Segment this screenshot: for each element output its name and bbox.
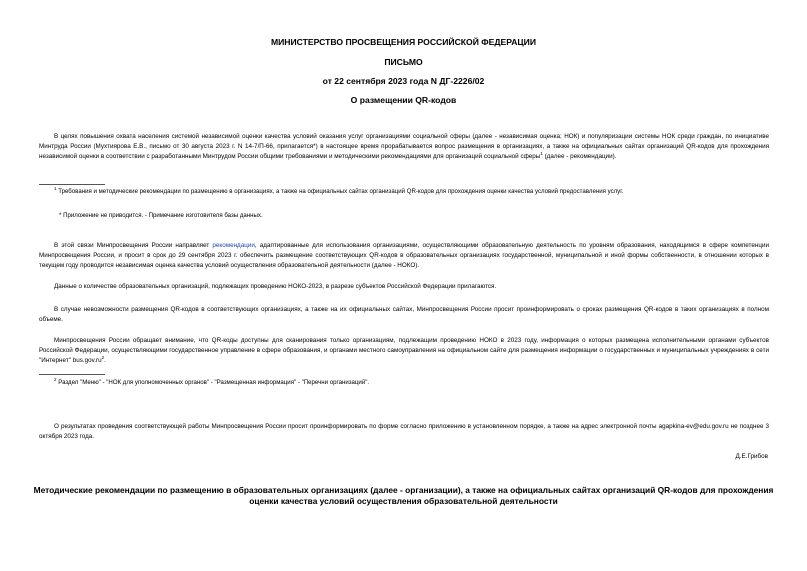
body-paragraph-5 bbox=[39, 336, 769, 366]
paragraph-text-end: , адаптированные для использования организациями, осуществляющими образовательную деятельность по уровням образования, находящимся в сфере компетенции Минпросвещения России, и просит в срок до 29 сентября 2023 г. обеспечить размещение соответствующих QR-кодов в образовательных организациях государственной, муниципальной и иной формы собственности, в отношении которых в текущем году проводится независимая оценка качества условий осуществления образовательной деятельности (далее - НОКО). bbox=[39, 242, 769, 270]
ministry-heading: МИНИСТЕРСТВО ПРОСВЕЩЕНИЯ РОССИЙСКОЙ ФЕДЕРАЦИИ bbox=[270, 37, 537, 47]
footnote-marker-1: 1 bbox=[54, 185, 57, 191]
paragraph-text: В целях повышения охвата населения системой независимой оценки качества условий оказания услуг организациями социальной сферы (далее - независимая оценка; НОК) и популяризации системы НОК среди граждан, по инициативе Минтруда России (Мухтиярова Е.В., письмо от 30 августа 2023 г. N 14-7/П-66, прилагается*) в настоящее время прорабатывается вопрос размещения в организациях, а также на официальных сайтах организаций QR-кодов для прохождения независимой оценки в соответствии с разработанными Минтрудом России общими требованиями и методическими рекомендациями для организаций социальной сферы bbox=[39, 133, 769, 161]
paragraph-text-tail: . bbox=[104, 357, 106, 365]
footnote-divider bbox=[39, 184, 105, 185]
footnote-divider bbox=[39, 374, 105, 375]
appendix-title: Методические рекомендации по размещению в образовательных организациях (далее - организации), а также на официальных сайтах организаций QR-кодов для прохождения оценки качества условий осуществления образовательной деятельности bbox=[33, 485, 774, 506]
paragraph-text: Минпросвещения России обращает внимание, что QR-коды доступны для сканирования только организациям, подлежащим проведению НОКО в 2023 году, информация о которых размещена исполнительными органами субъектов Российской Федерации, осуществляющими государственное управление в сфере образования, и органами местного самоуправления на официальном сайте для размещения информации о государственных и муниципальных учреждениях в сети "Интернет" bus.gov.ru bbox=[39, 337, 769, 365]
footnote-star: * Приложение не приводится. - Примечание изготовителя базы данных. bbox=[59, 212, 263, 219]
footnote-2-text: Раздел "Меню" - "НОК для уполномоченных органов" - "Размещенная информация" - "Перечни организаций". bbox=[56, 379, 370, 386]
body-paragraph-1 bbox=[39, 132, 769, 162]
footnote-ref-1[interactable]: 1 bbox=[540, 151, 543, 157]
body-paragraph-3: Данные о количестве образовательных организаций, подлежащих проведению НОКО-2023, в разрезе субъектов Российской Федерации прилагаются. bbox=[54, 283, 497, 290]
document-type: ПИСЬМО bbox=[384, 57, 423, 67]
document-date-number: от 22 сентября 2023 года N ДГ-2226/02 bbox=[322, 76, 485, 86]
footnote-2 bbox=[54, 378, 769, 387]
body-paragraph-2 bbox=[39, 241, 769, 271]
footnote-ref-2[interactable]: 2 bbox=[101, 355, 105, 361]
footnote-marker-2: 2 bbox=[54, 376, 57, 382]
recommendations-link[interactable]: рекомендации bbox=[212, 242, 255, 249]
body-paragraph-6: О результатах проведения соответствующей работы Минпросвещения России просит проинформировать по форме согласно приложению в установленном порядке, а также на адрес электронной почты agapkina-ev@edu.gov.ru не позднее 3 октября 2023 года. bbox=[39, 423, 769, 441]
body-paragraph-4: В случае невозможности размещения QR-кодов в соответствующих организациях, а также на их официальных сайтах, Минпросвещения России просит проинформировать о сроках размещения QR-кодов в таких организациях в полном объеме. bbox=[39, 306, 769, 324]
footnote-1 bbox=[54, 187, 769, 196]
footnote-1-text: Требования и методические рекомендации по размещению в организациях, а также на официальных сайтах организаций QR-кодов для прохождения оценки качества условий предоставления услуг. bbox=[56, 188, 624, 195]
document-subject: О размещении QR-кодов bbox=[350, 95, 457, 105]
paragraph-text-tail: (далее - рекомендации). bbox=[542, 153, 617, 161]
paragraph-text: В этой связи Минпросвещения России направляет bbox=[54, 242, 213, 249]
signature: Д.Е.Грибов bbox=[735, 453, 768, 460]
